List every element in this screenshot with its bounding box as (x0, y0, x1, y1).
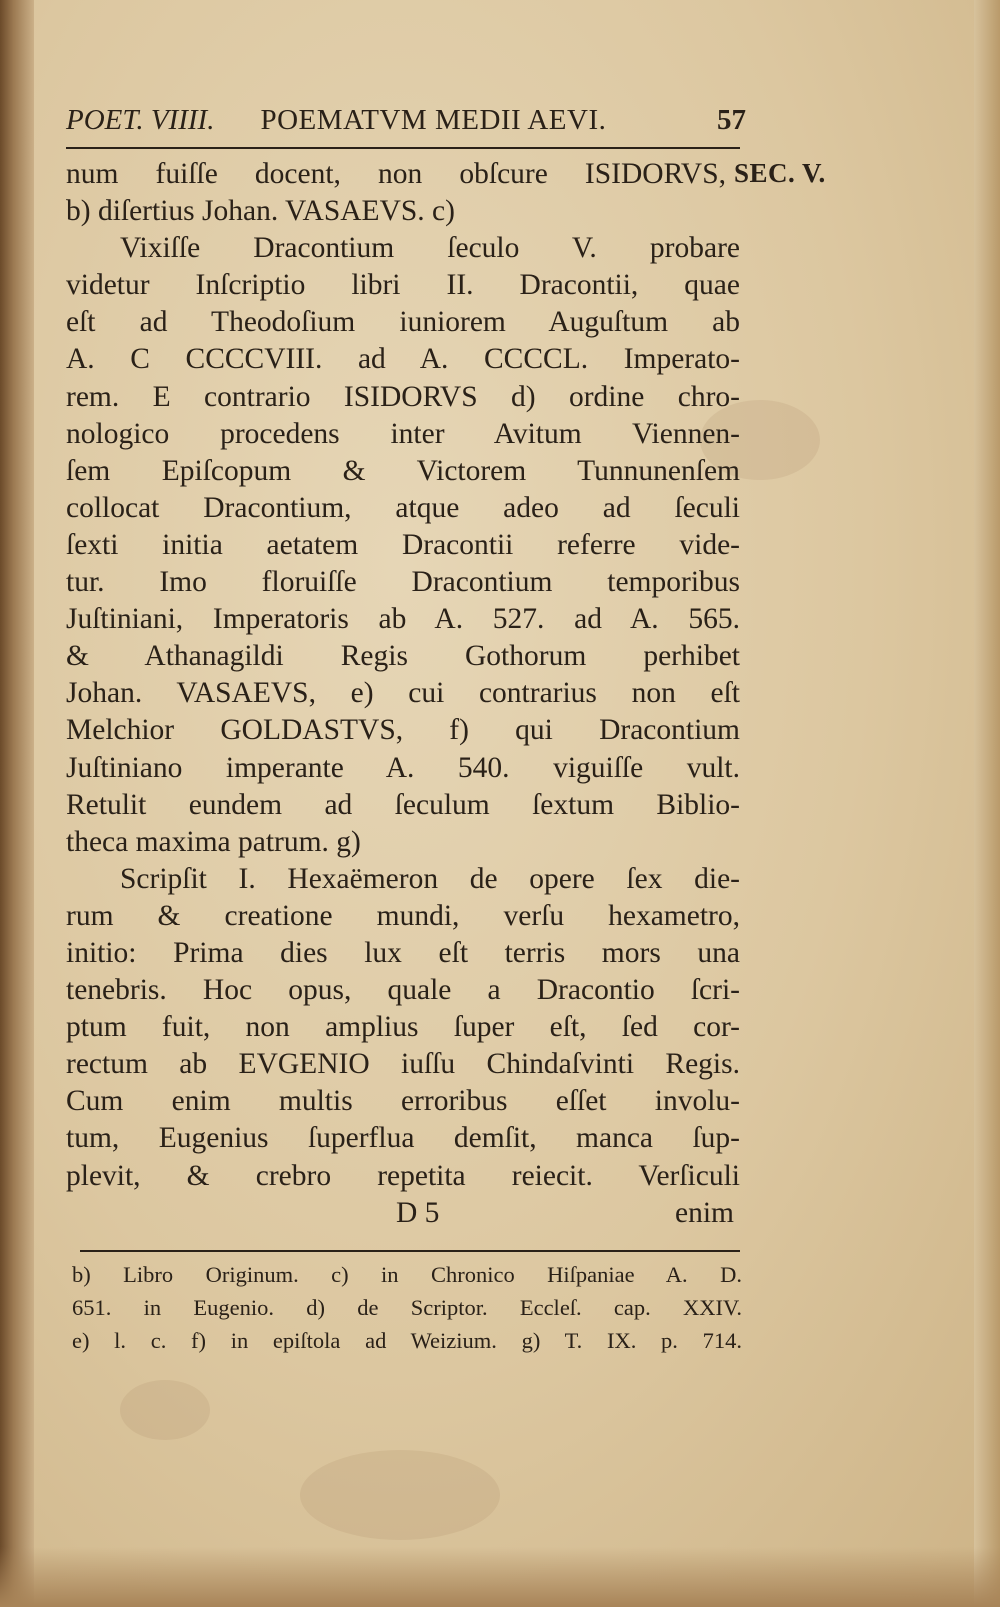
footnote-line: e) l. c. f) in epiſtola ad Weizium. g) T. IX. p. 714. (72, 1328, 742, 1353)
text-line: Vixiſſe Dracontium ſeculo V. probare (120, 232, 740, 265)
text-line: tur. Imo floruiſſe Dracontium temporibus (66, 566, 740, 599)
running-head (66, 104, 746, 144)
margin-note: SEC. V. (734, 158, 826, 188)
running-head-section: POET. VIIII. (66, 104, 215, 136)
footnote-line: 651. in Eugenio. d) de Scriptor. Eccleſ. cap. XXIV. (72, 1295, 742, 1320)
text-line: plevit, & crebro repetita reiecit. Verſiculi (66, 1159, 740, 1192)
text-line: collocat Dracontium, atque adeo ad ſeculi (66, 491, 740, 524)
footnote-rule (80, 1250, 740, 1252)
text-line: tenebris. Hoc opus, quale a Dracontio ſcri- (66, 974, 740, 1007)
paper-stain (300, 1450, 500, 1540)
text-line: num fuiſſe docent, non obſcure ISIDORVS, (66, 158, 726, 190)
page-gutter-edge (0, 0, 34, 1607)
text-line: Cum enim multis erroribus eſſet involu- (66, 1085, 740, 1118)
text-line: videtur Inſcriptio libri II. Dracontii, quae (66, 269, 740, 302)
signature-mark: D 5 (396, 1196, 440, 1229)
custos-line (66, 1195, 740, 1232)
text-line: A. C CCCCVIII. ad A. CCCCL. Imperato- (66, 343, 740, 376)
text-line: tum, Eugenius ſuperflua demſit, manca ſup- (66, 1122, 740, 1155)
text-line: Juſtiniani, Imperatoris ab A. 527. ad A. 565. (66, 603, 740, 636)
text-line: rem. E contrario ISIDORVS d) ordine chro- (66, 380, 740, 413)
text-line: nologico procedens inter Avitum Viennen- (66, 417, 740, 450)
text-line: theca maxima patrum. g) (66, 825, 361, 858)
running-head-title: POEMATVM MEDII AEVI. (260, 104, 607, 136)
text-line: rum & creatione mundi, verſu hexametro, (66, 899, 740, 932)
page-fore-edge (974, 0, 1000, 1607)
text-line: eſt ad Theodoſium iuniorem Auguſtum ab (66, 306, 740, 339)
page-bottom-edge (0, 1547, 1000, 1607)
text-line: initio: Prima dies lux eſt terris mors una (66, 936, 740, 969)
text-line: Retulit eundem ad ſeculum ſextum Biblio- (66, 788, 740, 821)
text-line: Scripſit I. Hexaëmeron de opere ſex die- (120, 862, 740, 895)
catchword: enim (675, 1196, 734, 1229)
head-rule (66, 147, 740, 149)
paper-stain (120, 1380, 210, 1440)
text-line: ſem Epiſcopum & Victorem Tunnunenſem (66, 454, 740, 487)
footnotes (72, 1258, 742, 1357)
page-number: 57 (717, 104, 746, 136)
text-line: & Athanagildi Regis Gothorum perhibet (66, 640, 740, 673)
text-line: rectum ab EVGENIO iuſſu Chindaſvinti Regis. (66, 1048, 740, 1081)
text-line: Johan. VASAEVS, e) cui contrarius non eſt (66, 677, 740, 710)
text-line: Juſtiniano imperante A. 540. viguiſſe vult. (66, 751, 740, 784)
footnote-line: b) Libro Originum. c) in Chronico Hiſpaniae A. D. (72, 1262, 742, 1287)
text-line: b) diſertius Johan. VASAEVS. c) (66, 195, 455, 228)
text-line: ptum fuit, non amplius ſuper eſt, ſed cor- (66, 1011, 740, 1044)
body-text (66, 156, 740, 1232)
text-line: Melchior GOLDASTVS, f) qui Dracontium (66, 714, 740, 747)
text-line: ſexti initia aetatem Dracontii referre vide- (66, 528, 740, 561)
